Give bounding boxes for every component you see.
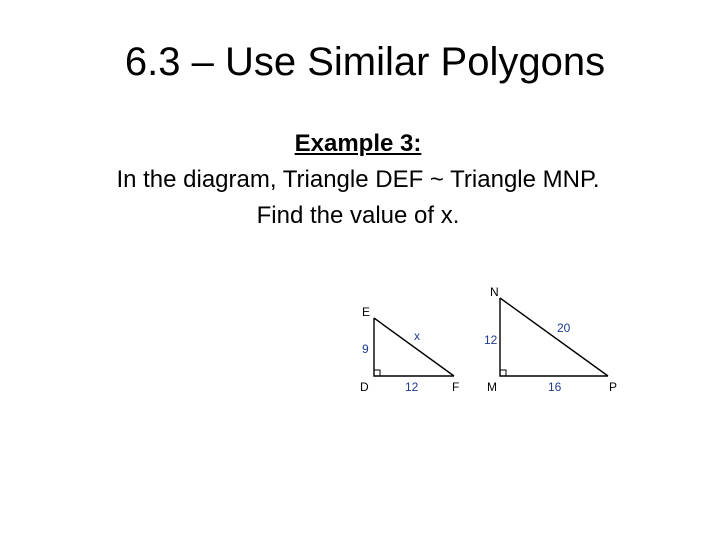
- example-heading: Example 3:: [294, 130, 422, 157]
- vertex-label-e: E: [362, 305, 371, 319]
- right-angle-marker-m: [500, 370, 506, 376]
- problem-question: Find the value of x.: [256, 202, 460, 229]
- similar-triangles-diagram: [350, 278, 630, 402]
- vertex-label-p: P: [609, 380, 618, 394]
- slide-body: [0, 126, 716, 234]
- vertex-label-f: F: [452, 380, 460, 394]
- side-label-df: 12: [405, 380, 419, 394]
- triangle-mnp-hypotenuse: [500, 298, 608, 376]
- side-label-de: 9: [362, 342, 369, 356]
- side-label-np: 20: [557, 321, 571, 335]
- side-label-ef: x: [414, 329, 420, 343]
- problem-statement: In the diagram, Triangle DEF ~ Triangle MNP.: [116, 166, 600, 193]
- triangle-mnp: [484, 285, 617, 394]
- vertex-label-n: N: [490, 285, 499, 299]
- triangle-def-hypotenuse: [374, 318, 454, 376]
- triangle-def: [360, 305, 459, 394]
- vertex-label-d: D: [360, 380, 369, 394]
- side-label-mn: 12: [484, 333, 498, 347]
- right-angle-marker-d: [374, 370, 380, 376]
- vertex-label-m: M: [487, 380, 497, 394]
- side-label-mp: 16: [548, 380, 562, 394]
- slide-title: 6.3 – Use Similar Polygons: [124, 40, 606, 84]
